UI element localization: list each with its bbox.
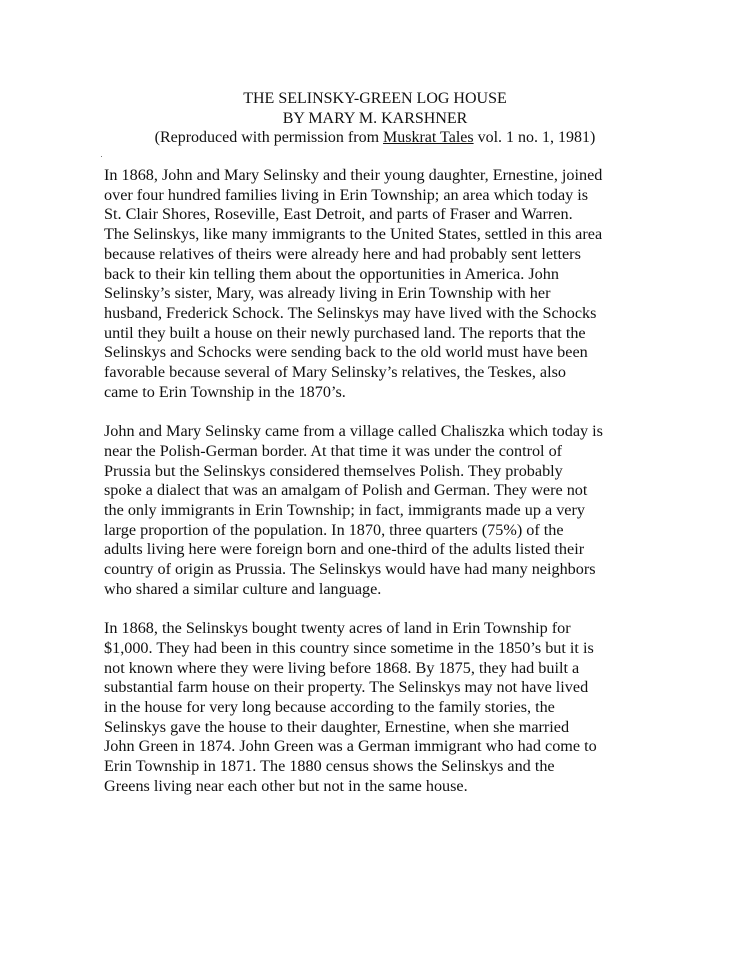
text-line: Selinsky’s sister, Mary, was already living in Erin Township with her xyxy=(104,284,551,303)
text-line: back to their kin telling them about the opportunities in America. John xyxy=(104,264,559,283)
text-line: husband, Frederick Schock. The Selinskys may have lived with the Schocks xyxy=(104,303,597,322)
author-byline: BY MARY M. KARSHNER xyxy=(282,109,468,127)
text-line: substantial farm house on their property. The Selinskys may not have lived xyxy=(104,678,589,697)
text-line: favorable because several of Mary Selinsky’s relatives, the Teskes, also xyxy=(104,363,567,382)
text-line: John Green in 1874. John Green was a German immigrant who had come to xyxy=(104,737,597,756)
paragraph xyxy=(104,619,644,796)
text-line: the only immigrants in Erin Township; in fact, immigrants made up a very xyxy=(104,500,585,519)
text-line: Greens living near each other but not in the same house. xyxy=(104,776,468,795)
text-line: who shared a similar culture and language. xyxy=(104,579,382,598)
text-line: St. Clair Shores, Roseville, East Detroit, and parts of Fraser and Warren. xyxy=(104,205,573,224)
text-line: In 1868, John and Mary Selinsky and their young daughter, Ernestine, joined xyxy=(104,166,603,184)
text-line: not known where they were living before 1868. By 1875, they had built a xyxy=(104,658,580,677)
text-line: Prussia but the Selinskys considered themselves Polish. They probably xyxy=(104,461,563,480)
scan-speck xyxy=(101,156,102,157)
text-line: near the Polish-German border. At that time it was under the control of xyxy=(104,441,563,460)
paragraph xyxy=(104,422,644,599)
text-line: In 1868, the Selinskys bought twenty acres of land in Erin Township for xyxy=(104,619,571,638)
text-line: country of origin as Prussia. The Selinskys would have had many neighbors xyxy=(104,560,596,579)
text-line: Erin Township in 1871. The 1880 census shows the Selinskys and the xyxy=(104,757,555,776)
credit-source-title: Muskrat Tales xyxy=(383,129,474,146)
text-line: spoke a dialect that was an amalgam of Polish and German. They were not xyxy=(104,481,588,500)
reproduction-credit xyxy=(0,128,750,148)
credit-suffix: vol. 1 no. 1, 1981) xyxy=(473,129,596,146)
text-line: John and Mary Selinsky came from a village called Chaliszka which today is xyxy=(104,422,603,441)
text-line: came to Erin Township in the 1870’s. xyxy=(104,382,346,401)
document-title: THE SELINSKY-GREEN LOG HOUSE xyxy=(243,90,507,107)
text-line: Selinskys gave the house to their daughter, Ernestine, when she married xyxy=(104,717,570,736)
text-line: over four hundred families living in Erin Township; an area which today is xyxy=(104,185,589,204)
text-line: in the house for very long because according to the family stories, the xyxy=(104,697,555,716)
text-line: $1,000. They had been in this country since sometime in the 1850’s but it is xyxy=(104,638,594,657)
text-line: adults living here were foreign born and one-third of the adults listed their xyxy=(104,540,585,559)
text-line: large proportion of the population. In 1870, three quarters (75%) of the xyxy=(104,520,564,539)
paragraph xyxy=(104,166,644,402)
text-line: The Selinskys, like many immigrants to the United States, settled in this area xyxy=(104,225,603,244)
text-line: because relatives of theirs were already here and had probably sent letters xyxy=(104,244,581,263)
text-line: until they built a house on their newly purchased land. The reports that the xyxy=(104,323,586,342)
document-header xyxy=(0,89,750,148)
document-body xyxy=(104,166,644,816)
credit-prefix: (Reproduced with permission from xyxy=(154,129,384,146)
text-line: Selinskys and Schocks were sending back to the old world must have been xyxy=(104,343,588,362)
